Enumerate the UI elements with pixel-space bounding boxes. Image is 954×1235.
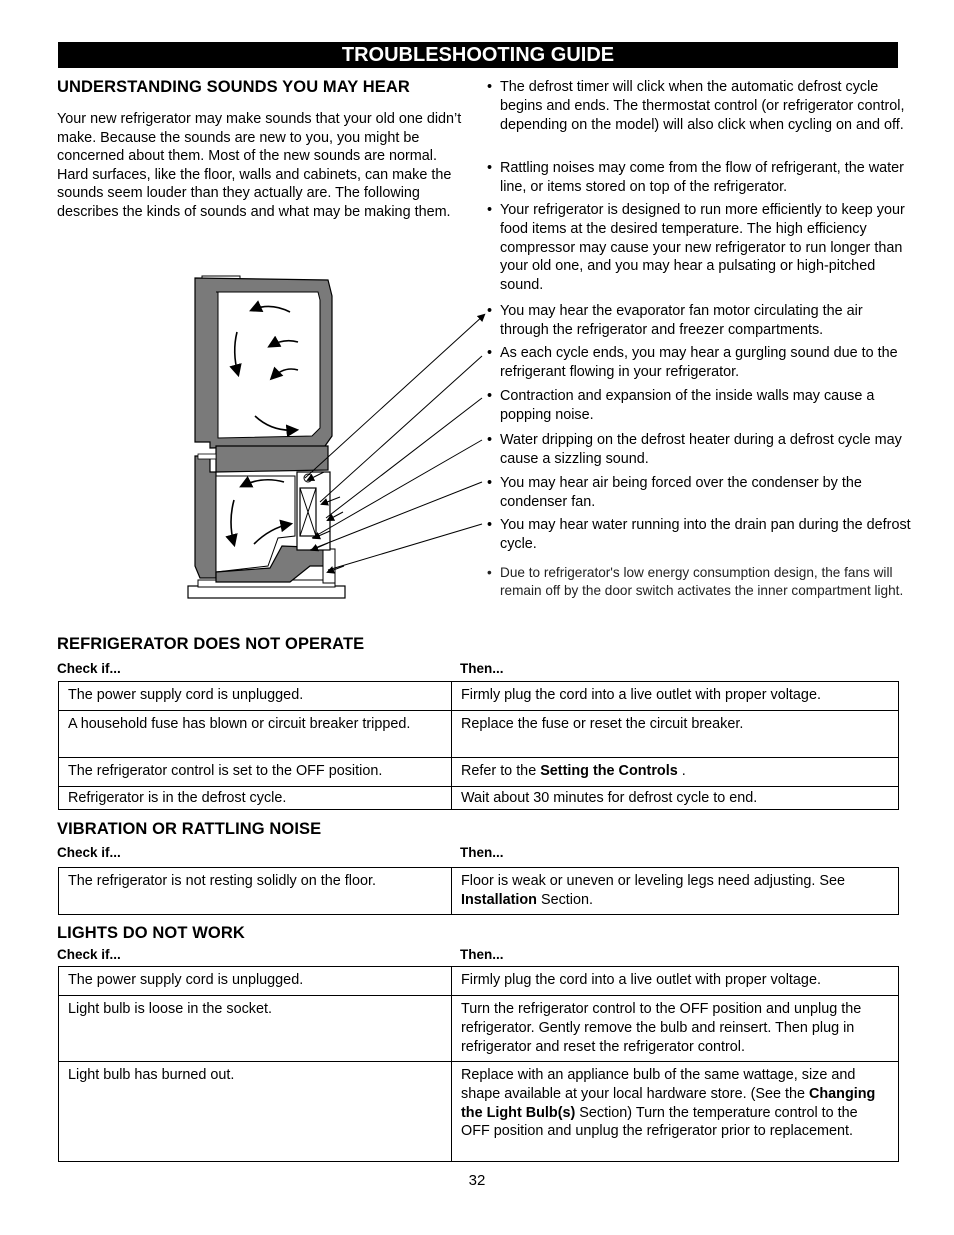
refrigerator-diagram	[180, 266, 500, 606]
vibration-heading: VIBRATION OR RATTLING NOISE	[57, 820, 322, 838]
then-header: Then...	[460, 661, 504, 676]
table-row	[59, 967, 899, 996]
check-cell: Refrigerator is in the defrost cycle.	[59, 787, 452, 810]
leader-line	[320, 356, 482, 502]
check-cell: The power supply cord is unplugged.	[59, 682, 452, 711]
changing-light-bulb-reference: Changing the Light Bulb(s)	[461, 1085, 876, 1121]
vibration-table	[58, 867, 899, 915]
check-cell: Light bulb is loose in the socket.	[59, 996, 452, 1062]
not-operate-heading: REFRIGERATOR DOES NOT OPERATE	[57, 635, 365, 653]
list-item: • Contraction and expansion of the inside walls may cause a popping noise.	[487, 387, 915, 425]
leader-line	[326, 398, 482, 518]
list-item: • You may hear water running into the drain pan during the defrost cycle.	[487, 516, 915, 554]
then-cell: Floor is weak or uneven or leveling legs need adjusting. See Installation Section.	[452, 868, 899, 915]
check-cell: A household fuse has blown or circuit breaker tripped.	[59, 711, 452, 758]
list-item: • You may hear the evaporator fan motor circulating the air through the refrigerator and freezer compartments.	[487, 302, 915, 340]
list-item: • The defrost timer will click when the automatic defrost cycle begins and ends. The thermostat control (or refrigerator control, depending on the model) will also click when cycling on and off.	[487, 78, 915, 134]
table-row	[59, 787, 899, 810]
lights-table	[58, 966, 899, 1162]
setting-controls-reference: Setting the Controls	[540, 763, 678, 779]
then-cell: Wait about 30 minutes for defrost cycle to end.	[452, 787, 899, 810]
list-item: • You may hear air being forced over the condenser by the condenser fan.	[487, 474, 915, 512]
list-item: • As each cycle ends, you may hear a gurgling sound due to the refrigerant flowing in your refrigerator.	[487, 344, 915, 382]
leader-line	[328, 524, 482, 570]
sounds-heading: UNDERSTANDING SOUNDS YOU MAY HEAR	[57, 78, 410, 96]
then-cell: Replace with an appliance bulb of the same wattage, size and shape available at your local hardware store. (See the Changing the Light Bulb(s) Section) Turn the temperature control to the OFF position and unplug the refrigerator prior to replacement.	[452, 1062, 899, 1162]
then-header: Then...	[460, 947, 504, 962]
table-row	[59, 682, 899, 711]
then-cell: Firmly plug the cord into a live outlet with proper voltage.	[452, 682, 899, 711]
base-plate	[188, 586, 345, 598]
table-row	[59, 711, 899, 758]
then-header: Then...	[460, 845, 504, 860]
lights-heading: LIGHTS DO NOT WORK	[57, 924, 245, 942]
check-cell: The refrigerator control is set to the OFF position.	[59, 758, 452, 787]
then-cell: Turn the refrigerator control to the OFF position and unplug the refrigerator. Gently remove the bulb and reinsert. Then plug in refrigerator and reset the refrigerator control.	[452, 996, 899, 1062]
then-cell: Refer to the Setting the Controls .	[452, 758, 899, 787]
check-if-header: Check if...	[57, 845, 121, 860]
list-item: • Due to refrigerator's low energy consumption design, the fans will remain off by the door switch activates the inner compartment light.	[487, 564, 915, 599]
check-cell: The power supply cord is unplugged.	[59, 967, 452, 996]
leader-line	[312, 440, 482, 538]
table-row	[59, 1062, 899, 1162]
list-item: • Your refrigerator is designed to run more efficiently to keep your food items at the desired temperature. The high efficiency compressor may cause your new refrigerator to run longer than your old one, and you may hear a pulsating or high-pitched sound.	[487, 201, 915, 295]
installation-reference: Installation	[461, 891, 537, 908]
list-item: • Water dripping on the defrost heater during a defrost cycle may cause a sizzling sound.	[487, 431, 915, 469]
check-if-header: Check if...	[57, 661, 121, 676]
freezer-wall	[195, 456, 216, 578]
table-row	[59, 996, 899, 1062]
table-row	[59, 758, 899, 787]
not-operate-table	[58, 681, 899, 810]
sounds-intro: Your new refrigerator may make sounds that your old one didn’t make. Because the sounds are new to you, you might be concerned about them. Most of the new sounds are normal. Hard surfaces, like the floor, walls and cabinets, can make the sounds seem louder than they actually are. The following describes the kinds of sounds and what may be making them.	[57, 111, 462, 220]
then-cell: Replace the fuse or reset the circuit breaker.	[452, 711, 899, 758]
check-cell: The refrigerator is not resting solidly on the floor.	[59, 868, 452, 915]
check-if-header: Check if...	[57, 947, 121, 962]
list-item: • Rattling noises may come from the flow of refrigerant, the water line, or items stored on top of the refrigerator.	[487, 159, 915, 197]
table-row	[59, 868, 899, 915]
page-number: 32	[468, 1172, 486, 1189]
then-cell: Firmly plug the cord into a live outlet with proper voltage.	[452, 967, 899, 996]
check-cell: Light bulb has burned out.	[59, 1062, 452, 1162]
page-title: TROUBLESHOOTING GUIDE	[58, 42, 898, 68]
